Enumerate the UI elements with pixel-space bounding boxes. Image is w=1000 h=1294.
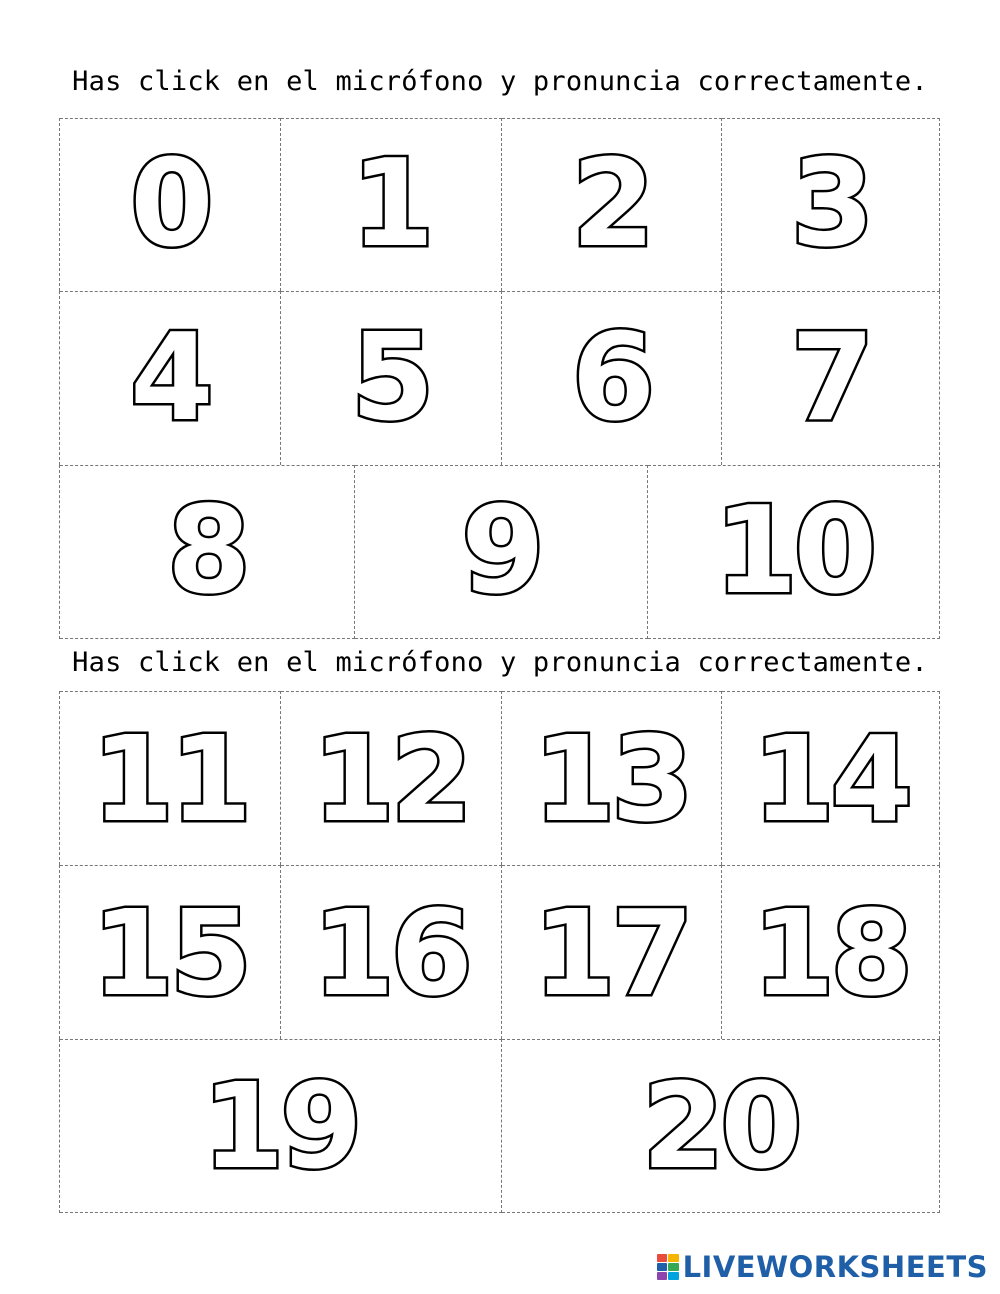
number-card-5[interactable]	[281, 291, 502, 465]
number-card-13[interactable]	[502, 691, 723, 865]
number-11: 11	[91, 709, 248, 848]
number-card-11[interactable]	[60, 691, 281, 865]
number-card-17[interactable]	[502, 865, 723, 1039]
number-0: 0	[130, 135, 210, 274]
number-card-0[interactable]	[60, 118, 281, 291]
liveworksheets-brand: LIVEWORKSHEETS	[682, 1250, 988, 1284]
grid-row	[59, 865, 940, 1039]
number-18: 18	[752, 883, 909, 1022]
number-card-15[interactable]	[60, 865, 281, 1039]
number-card-19[interactable]	[60, 1039, 502, 1213]
instruction-text-bottom: Has click en el micrófono y pronuncia correctamente.	[72, 647, 928, 678]
number-card-2[interactable]	[502, 118, 723, 291]
grid-row	[59, 291, 940, 465]
number-card-10[interactable]	[648, 465, 940, 639]
number-12: 12	[312, 709, 469, 848]
number-6: 6	[571, 308, 652, 448]
number-card-12[interactable]	[281, 691, 502, 865]
number-4: 4	[130, 308, 210, 448]
number-15: 15	[91, 883, 248, 1022]
number-16: 16	[312, 883, 469, 1022]
number-3: 3	[790, 135, 871, 274]
grid-row	[59, 118, 940, 291]
logo-tile	[668, 1272, 679, 1280]
logo-tile	[657, 1254, 668, 1262]
number-1: 1	[350, 135, 431, 274]
number-card-16[interactable]	[281, 865, 502, 1039]
number-8: 8	[167, 482, 247, 621]
number-14: 14	[752, 709, 909, 848]
logo-tile	[668, 1263, 679, 1271]
number-card-3[interactable]	[722, 118, 940, 291]
number-card-8[interactable]	[60, 465, 355, 639]
logo-tile	[668, 1254, 679, 1262]
liveworksheets-footer	[657, 1250, 988, 1284]
number-card-4[interactable]	[60, 291, 281, 465]
number-10: 10	[714, 482, 874, 621]
number-card-6[interactable]	[502, 291, 723, 465]
instruction-text-top: Has click en el micrófono y pronuncia correctamente.	[72, 66, 928, 97]
grid-row	[59, 691, 940, 865]
logo-tile	[657, 1263, 668, 1271]
number-17: 17	[533, 883, 690, 1022]
number-20: 20	[642, 1057, 799, 1195]
numbers-grid-11-20	[59, 691, 940, 1213]
logo-tile	[657, 1272, 668, 1280]
number-2: 2	[571, 135, 652, 274]
liveworksheets-logo-icon	[657, 1254, 679, 1280]
grid-row	[59, 465, 940, 639]
numbers-grid-0-10	[59, 118, 940, 639]
number-card-9[interactable]	[355, 465, 649, 639]
grid-row	[59, 1039, 940, 1213]
number-card-20[interactable]	[502, 1039, 941, 1213]
number-7: 7	[790, 308, 871, 448]
number-13: 13	[533, 709, 690, 848]
number-5: 5	[350, 308, 431, 448]
number-card-7[interactable]	[722, 291, 940, 465]
number-19: 19	[202, 1057, 359, 1195]
number-card-18[interactable]	[722, 865, 940, 1039]
number-9: 9	[461, 482, 541, 621]
number-card-1[interactable]	[281, 118, 502, 291]
number-card-14[interactable]	[722, 691, 940, 865]
